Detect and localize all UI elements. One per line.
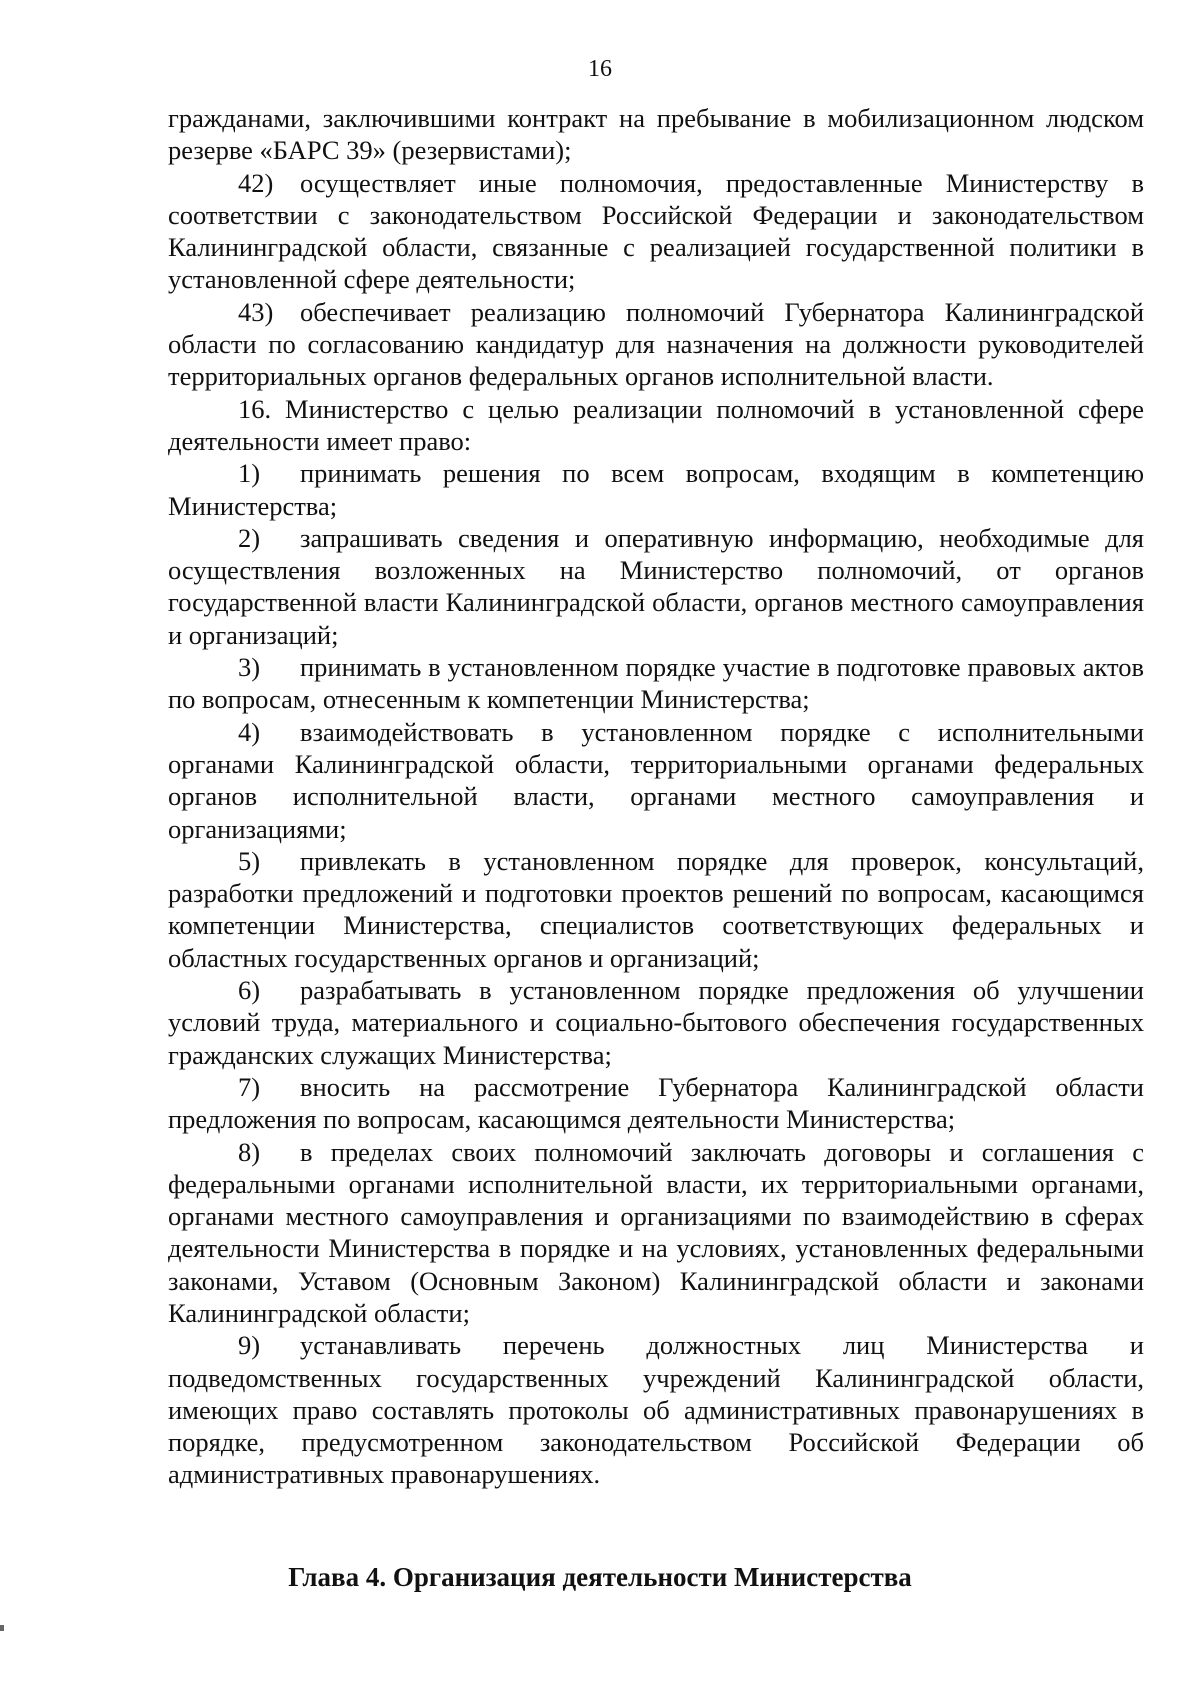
scan-artifact bbox=[0, 1625, 4, 1631]
list-item-43 bbox=[168, 296, 1144, 393]
list-item-number: 8) bbox=[238, 1136, 261, 1167]
list-item-3 bbox=[168, 651, 1144, 716]
paragraph-continuation bbox=[168, 102, 1144, 167]
paragraph-text: вносить на рассмотрение Губернатора Калининградской области предложения по вопросам, касающимся деятельности Министерства; bbox=[168, 1071, 1144, 1135]
paragraph-text: запрашивать сведения и оперативную информацию, необходимые для осуществления возложенных на Министерство полномочий, от органов государственной власти Калининградской области, органов местного самоуправления и организаций; bbox=[168, 522, 1144, 650]
page-number: 16 bbox=[588, 56, 612, 82]
list-item-number: 3) bbox=[238, 652, 261, 683]
list-item-number: 42) bbox=[238, 167, 274, 198]
paragraph-text: устанавливать перечень должностных лиц Министерства и подведомственных государственных учреждений Калининградской области, имеющих право составлять протоколы об административных правонарушениях в порядке, предусмотренном законодательством Российской Федерации об административных правонарушениях. bbox=[168, 1330, 1144, 1490]
paragraph-text: принимать решения по всем вопросам, входящим в компетенцию Министерства; bbox=[168, 458, 1144, 521]
paragraph-text: осуществляет иные полномочия, предоставленные Министерству в соответствии с законодательством Российской Федерации и законодательством Калининградской области, связанные с реализацией государственной политики в установленной сфере деятельности; bbox=[168, 167, 1144, 295]
paragraph-text: гражданами, заключившими контракт на пребывание в мобилизационном людском резерве «БАРС 39» (резервистами); bbox=[168, 103, 1144, 166]
list-item-6 bbox=[168, 974, 1144, 1071]
list-item-number: 7) bbox=[238, 1071, 261, 1102]
list-item-42 bbox=[168, 167, 1144, 296]
list-item-5 bbox=[168, 845, 1144, 974]
list-item-number: 43) bbox=[238, 296, 274, 327]
paragraph-text: принимать в установленном порядке участие в подготовке правовых актов по вопросам, отнесенным к компетенции Министерства; bbox=[168, 652, 1144, 715]
list-item-4 bbox=[168, 716, 1144, 845]
section-16 bbox=[168, 393, 1144, 458]
paragraph-text: привлекать в установленном порядке для проверок, консультаций, разработки предложений и подготовки проектов решений по вопросам, касающимся компетенции Министерства, специалистов соответствующих федеральных и областных государственных органов и организаций; bbox=[168, 845, 1144, 973]
list-item-number: 4) bbox=[238, 716, 261, 747]
list-item-8 bbox=[168, 1136, 1144, 1330]
list-item-number: 5) bbox=[238, 845, 261, 876]
list-item-7 bbox=[168, 1071, 1144, 1136]
section-number: 16. bbox=[238, 393, 272, 424]
document-body bbox=[168, 102, 1144, 1491]
paragraph-text: Министерство с целью реализации полномочий в установленной сфере деятельности имеет право: bbox=[168, 393, 1144, 456]
list-item-9 bbox=[168, 1329, 1144, 1490]
list-item-1 bbox=[168, 457, 1144, 522]
list-item-2 bbox=[168, 522, 1144, 651]
paragraph-text: взаимодействовать в установленном порядке с исполнительными органами Калининградской области, территориальными органами федеральных органов исполнительной власти, органами местного самоуправления и организациями; bbox=[168, 716, 1144, 844]
chapter-heading: Глава 4. Организация деятельности Министерства bbox=[288, 1562, 912, 1592]
list-item-number: 9) bbox=[238, 1330, 261, 1361]
list-item-number: 2) bbox=[238, 522, 261, 553]
list-item-number: 1) bbox=[238, 458, 261, 489]
list-item-number: 6) bbox=[238, 975, 261, 1006]
paragraph-text: обеспечивает реализацию полномочий Губернатора Калининградской области по согласованию кандидатур для назначения на должности руководителей территориальных органов федеральных органов исполнительной власти. bbox=[168, 296, 1144, 392]
paragraph-text: разрабатывать в установленном порядке предложения об улучшении условий труда, материального и социально-бытового обеспечения государственных гражданских служащих Министерства; bbox=[168, 975, 1144, 1070]
paragraph-text: в пределах своих полномочий заключать договоры и соглашения с федеральными органами исполнительной власти, их территориальными органами, органами местного самоуправления и организациями по взаимодействию в сферах деятельности Министерства в порядке и на условиях, установленных федеральными законами, Уставом (Основным Законом) Калининградской области и законами Калининградской области; bbox=[168, 1136, 1144, 1328]
